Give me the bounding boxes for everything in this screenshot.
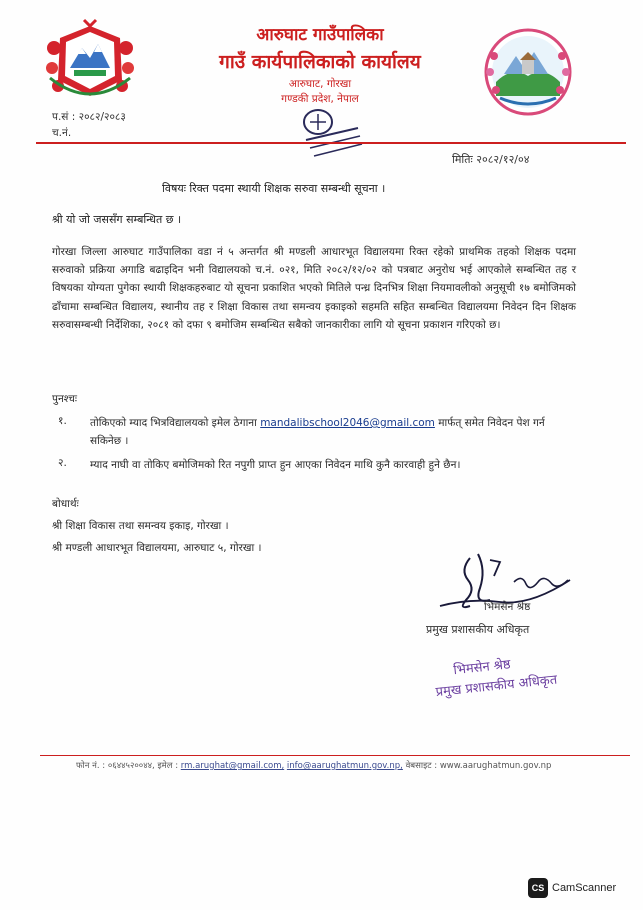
postscript-item-1-text-before: तोकिएको म्याद भित्रविद्यालयको इमेल ठेगाना: [90, 417, 257, 429]
reference-number: प.सं : २०८२/२०८३: [52, 111, 126, 123]
salutation: श्री यो जो जससँग सम्बन्धित छ ।: [52, 213, 182, 226]
footer-contact: [76, 760, 616, 771]
footer-website: वेबसाइट : www.aarughatmun.gov.np: [405, 761, 552, 771]
camscanner-label: CamScanner: [552, 882, 617, 894]
official-stamp: [432, 640, 594, 704]
office-name: गाउँ कार्यपालिकाको कार्यालय: [219, 51, 421, 73]
cc-label: बोधार्थः: [52, 498, 79, 510]
nepal-emblem-icon: [40, 18, 140, 108]
signer-name: भिमसेन श्रेष्ठ: [484, 601, 531, 613]
office-seal-icon: [296, 106, 368, 160]
letter-subject: विषयः रिक्त पदमा स्थायी शिक्षक सरुवा सम्बन्धी सूचना ।: [162, 182, 386, 195]
signer-title: प्रमुख प्रशासकीय अधिकृत: [426, 623, 530, 636]
stamp-name: भिमसेन श्रेष्ठ: [452, 657, 512, 679]
camscanner-watermark: [528, 878, 616, 898]
address-line-2: गण्डकी प्रदेश, नेपाल: [281, 93, 359, 105]
postscript-item-1: [90, 414, 578, 450]
school-email-link[interactable]: mandalibschool2046@gmail.com: [260, 417, 435, 429]
postscript-item-1-text-after: मार्फत् समेत निवेदन पेश गर्न सकिनेछ ।: [90, 417, 545, 447]
letter-body: गोरखा जिल्ला आरुघाट गाउँपालिका वडा नं ५ अन्तर्गत श्री मण्डली आधारभूत विद्यालयमा रिक्त रहेको प्राथमिक तहको शिक्षक पदमा सरुवाको प्रक्रिया अगाडि बढाइदिन भनी विद्यालयको च.नं. ०२१, मिति २०८२/१२/०२ को पत्रबाट अनुरोध भई आएकोले सम्बन्धित तह र विषयका योग्यता पुगेका स्थायी शिक्षकहरुबाट यो सूचना प्रकाशित भएको मितिले पन्ध्र दिनभित्र शिक्षा नियमावलीको अनुसूची १७ बमोजिमको ढाँचामा सम्बन्धित विद्यालय, स्थानीय तह र शिक्षा विकास तथा समन्वय इकाइको सहमति सहित सम्बन्धित विद्यालयमा निवेदन दिन शिक्षक सरुवासम्बन्धी निर्देशिका, २०८१ को दफा ९ बमोजिम सम्बन्धित सबैको जानकारीका लागि यो सूचना प्रकाशन गरिएको छ।: [52, 246, 576, 331]
stamp-title: प्रमुख प्रशासकीय अधिकृत: [434, 672, 558, 701]
footer-divider: [40, 755, 630, 756]
municipality-logo-icon: [482, 26, 574, 118]
cc-recipient-1: श्री शिक्षा विकास तथा समन्वय इकाइ, गोरखा ।: [52, 520, 229, 532]
footer-phone: फोन नं. : ०६४४५२००४४, इमेल :: [76, 761, 179, 771]
letter-date: मितिः २०८२/१२/०४: [452, 153, 530, 166]
postscript-label: पुनश्चः: [52, 393, 78, 405]
postscript-item-1-number: १.: [58, 415, 67, 427]
camscanner-logo-icon: CS: [528, 878, 548, 898]
postscript-item-2-number: २.: [58, 457, 67, 469]
footer-email-2[interactable]: info@aarughatmun.gov.np,: [286, 761, 403, 771]
address-line-1: आरुघाट, गोरखा: [288, 78, 352, 90]
cc-recipient-2: श्री मण्डली आधारभूत विद्यालयमा, आरुघाट ५, गोरखा ।: [52, 542, 262, 554]
header-divider: [36, 142, 626, 144]
org-name: आरुघाट गाउँपालिका: [256, 25, 384, 45]
footer-email-1[interactable]: rm.arughat@gmail.com,: [180, 761, 285, 771]
dispatch-number: च.नं.: [52, 127, 72, 139]
postscript-item-2: म्याद नाघी वा तोकिए बमोजिमको रित नपुगी प्राप्त हुन आएका निवेदन माथि कुनै कारवाही हुने छैन।: [90, 459, 461, 471]
